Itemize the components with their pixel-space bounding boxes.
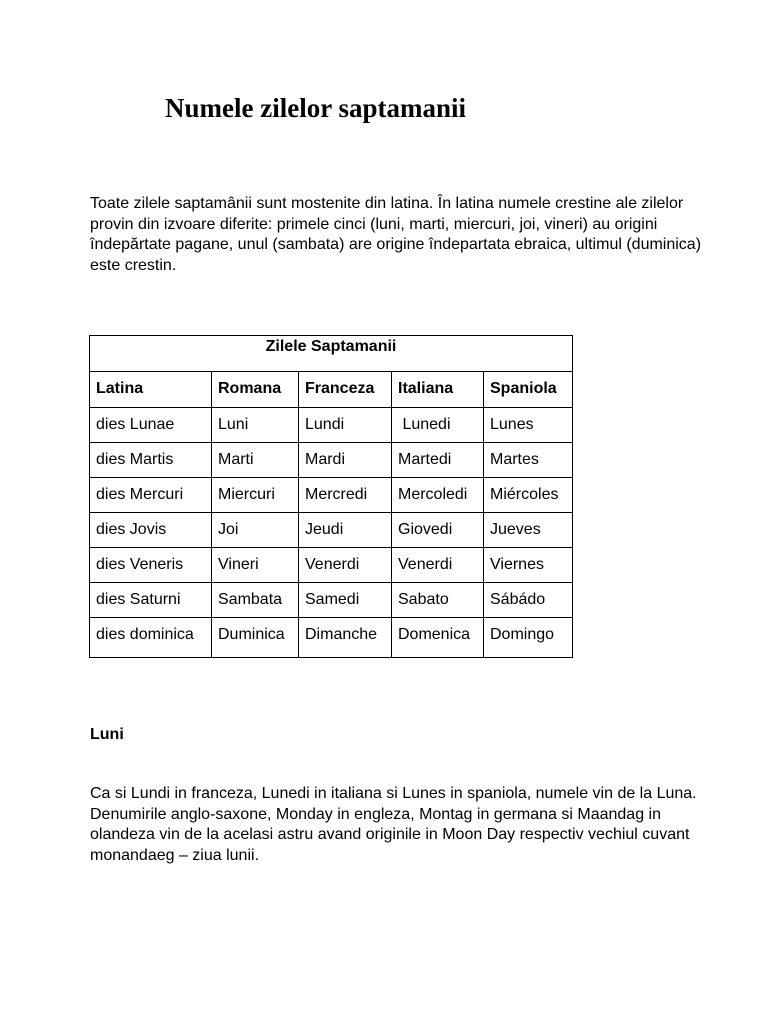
column-header: Romana (212, 372, 299, 408)
table-cell: dies Lunae (90, 408, 212, 443)
table-cell: Martes (484, 443, 573, 478)
table-cell: dies Jovis (90, 513, 212, 548)
intro-paragraph: Toate zilele saptamânii sunt mostenite din latina. În latina numele crestine ale zilelor provin din izvoare diferite: primele cinci (luni, marti, miercuri, joi, vineri) au origini îndepărtate pagane, unul (sambata) are origine îndepartata ebraica, ultimul (duminica) este crestin. (90, 195, 702, 274)
table-cell: Viernes (484, 548, 573, 583)
table-header-row (90, 372, 573, 408)
table-row (90, 513, 573, 548)
table-cell: Joi (212, 513, 299, 548)
column-header: Latina (90, 372, 212, 408)
table-cell: Lunedi (392, 408, 484, 443)
table-cell: Miércoles (484, 478, 573, 513)
column-header: Franceza (299, 372, 392, 408)
table-cell: Samedi (299, 583, 392, 618)
table-row (90, 443, 573, 478)
table-cell: dies Veneris (90, 548, 212, 583)
table-cell: Lunes (484, 408, 573, 443)
table-row (90, 618, 573, 658)
table-cell: Lundi (299, 408, 392, 443)
table-cell: Jueves (484, 513, 573, 548)
table-cell: Mercredi (299, 478, 392, 513)
table-row (90, 478, 573, 513)
table-caption-row (90, 336, 573, 372)
days-table (89, 335, 573, 658)
table-cell: Venerdi (299, 548, 392, 583)
table-cell: dies Martis (90, 443, 212, 478)
table-cell: dies Mercuri (90, 478, 212, 513)
section-paragraph: Ca si Lundi in franceza, Lunedi in italiana si Lunes in spaniola, numele vin de la Luna. Denumirile anglo-saxone, Monday in engleza, Montag in germana si Maandag in olandeza vin de la acelasi astru avand originile in Moon Day respectiv vechiul cuvant monandaeg – ziua lunii. (90, 785, 697, 864)
table-caption: Zilele Saptamanii (90, 336, 573, 372)
table-cell: Mercoledi (392, 478, 484, 513)
table-row (90, 408, 573, 443)
column-header: Spaniola (484, 372, 573, 408)
table-row (90, 583, 573, 618)
table-cell: Domingo (484, 618, 573, 658)
table-cell: dies Saturni (90, 583, 212, 618)
table-cell: dies dominica (90, 618, 212, 658)
table-cell: Duminica (212, 618, 299, 658)
table-cell: Sabato (392, 583, 484, 618)
table-cell: Marti (212, 443, 299, 478)
table-row (90, 548, 573, 583)
table-cell: Sambata (212, 583, 299, 618)
table-cell: Sábádo (484, 583, 573, 618)
table-cell: Domenica (392, 618, 484, 658)
section-heading: Luni (90, 726, 124, 743)
column-header: Italiana (392, 372, 484, 408)
page-title: Numele zilelor saptamanii (165, 93, 466, 123)
table-cell: Luni (212, 408, 299, 443)
table-cell: Vineri (212, 548, 299, 583)
table-cell: Miercuri (212, 478, 299, 513)
table-cell: Jeudi (299, 513, 392, 548)
table-cell: Martedi (392, 443, 484, 478)
table-cell: Venerdi (392, 548, 484, 583)
table-cell: Mardi (299, 443, 392, 478)
table-cell: Dimanche (299, 618, 392, 658)
table-cell: Giovedi (392, 513, 484, 548)
